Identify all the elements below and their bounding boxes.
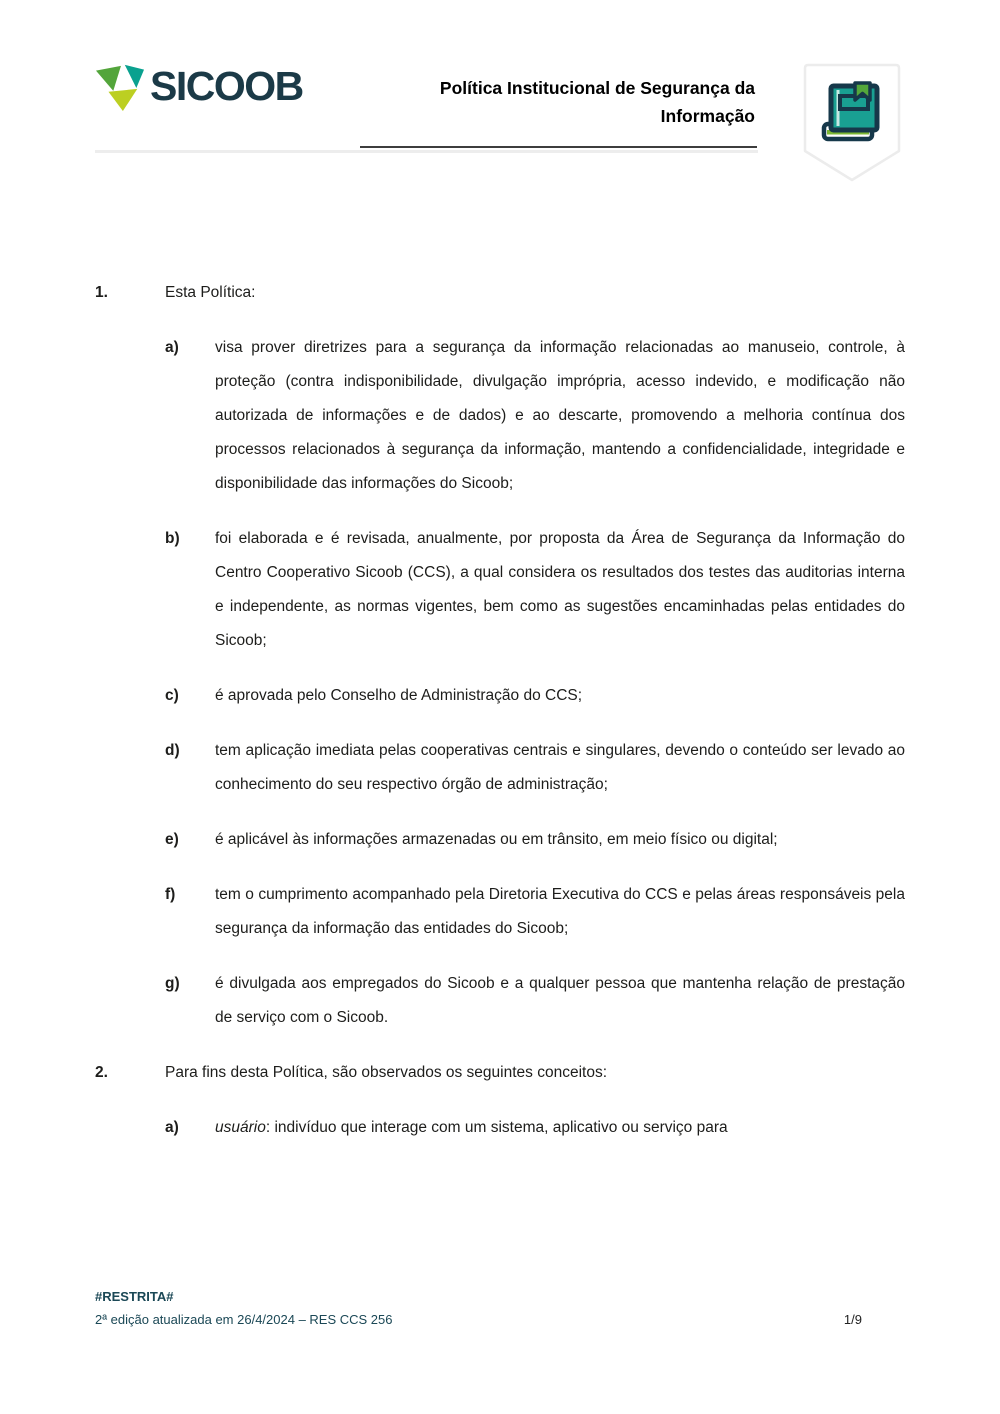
- item-letter: f): [165, 886, 176, 903]
- page-number: 1/9: [843, 1312, 862, 1327]
- edition-note: 2ª edição atualizada em 26/4/2024 – RES CCS 256: [95, 1312, 393, 1327]
- section-number: 1.: [95, 284, 108, 301]
- sicoob-logo: [95, 60, 303, 113]
- header-rule-light: [95, 150, 758, 153]
- item-letter: g): [165, 975, 180, 992]
- document-sections: [95, 276, 905, 1145]
- item-text: é aplicável às informações armazenadas ou em trânsito, em meio físico ou digital;: [215, 831, 778, 848]
- section-title: Para fins desta Política, são observados os seguintes conceitos:: [165, 1064, 607, 1081]
- book-badge: [800, 63, 904, 185]
- section-heading: [95, 1056, 905, 1090]
- item-text: tem o cumprimento acompanhado pela Diretoria Executiva do CCS e pelas áreas responsáveis pela segurança da informação das entidades do Sicoob;: [215, 886, 905, 937]
- item-letter: a): [165, 339, 179, 356]
- item-text: tem aplicação imediata pelas cooperativas centrais e singulares, devendo o conteúdo ser levado ao conhecimento do seu respectivo órgão de administração;: [215, 742, 905, 793]
- item-letter: c): [165, 687, 179, 704]
- book-icon: [800, 63, 904, 185]
- classification-label: #RESTRITA#: [95, 1289, 174, 1304]
- list-item: [165, 522, 905, 658]
- item-text: usuário: indivíduo que interage com um sistema, aplicativo ou serviço para: [215, 1119, 728, 1136]
- section-number: 2.: [95, 1064, 108, 1081]
- section-heading: [95, 276, 905, 310]
- brand-wordmark: SICOOB: [150, 63, 303, 109]
- item-letter: e): [165, 831, 179, 848]
- list-item: [165, 734, 905, 802]
- document-body: [95, 276, 905, 1166]
- list-item: [165, 679, 905, 713]
- item-letter: a): [165, 1119, 179, 1136]
- list-item: [165, 823, 905, 857]
- item-text: é divulgada aos empregados do Sicoob e a qualquer pessoa que mantenha relação de prestação de serviço com o Sicoob.: [215, 975, 905, 1026]
- item-text: foi elaborada e é revisada, anualmente, por proposta da Área de Segurança da Informação do Centro Cooperativo Sicoob (CCS), a qual considera os resultados dos testes das auditorias interna e independente, as normas vigentes, bem como as sugestões encaminhadas pelas entidades do Sicoob;: [215, 530, 905, 649]
- document-title-line2: Informação: [660, 106, 755, 126]
- item-letter: d): [165, 742, 180, 759]
- item-text: visa prover diretrizes para a segurança da informação relacionadas ao manuseio, controle, à proteção (contra indisponibilidade, divulgação imprópria, acesso indevido, e modificação não autorizada de informações e de dados) e ao descarte, promovendo a melhoria contínua dos processos relacionados à segurança da informação, mantendo a confidencialidade, integridade e disponibilidade das informações do Sicoob;: [215, 339, 905, 492]
- item-text: é aprovada pelo Conselho de Administração do CCS;: [215, 687, 583, 704]
- section-title: Esta Política:: [165, 284, 256, 301]
- header-rule-dark: [360, 146, 757, 148]
- item-italic-term: usuário: [215, 1119, 266, 1136]
- page-footer: [95, 1285, 905, 1331]
- list-item: [165, 878, 905, 946]
- list-item: [165, 331, 905, 501]
- document-title-line1: Política Institucional de Segurança da: [439, 78, 755, 98]
- document-title: [335, 74, 755, 130]
- sicoob-logo-mark: [95, 60, 145, 113]
- list-item: [165, 967, 905, 1035]
- list-item: [165, 1111, 905, 1145]
- item-letter: b): [165, 530, 180, 547]
